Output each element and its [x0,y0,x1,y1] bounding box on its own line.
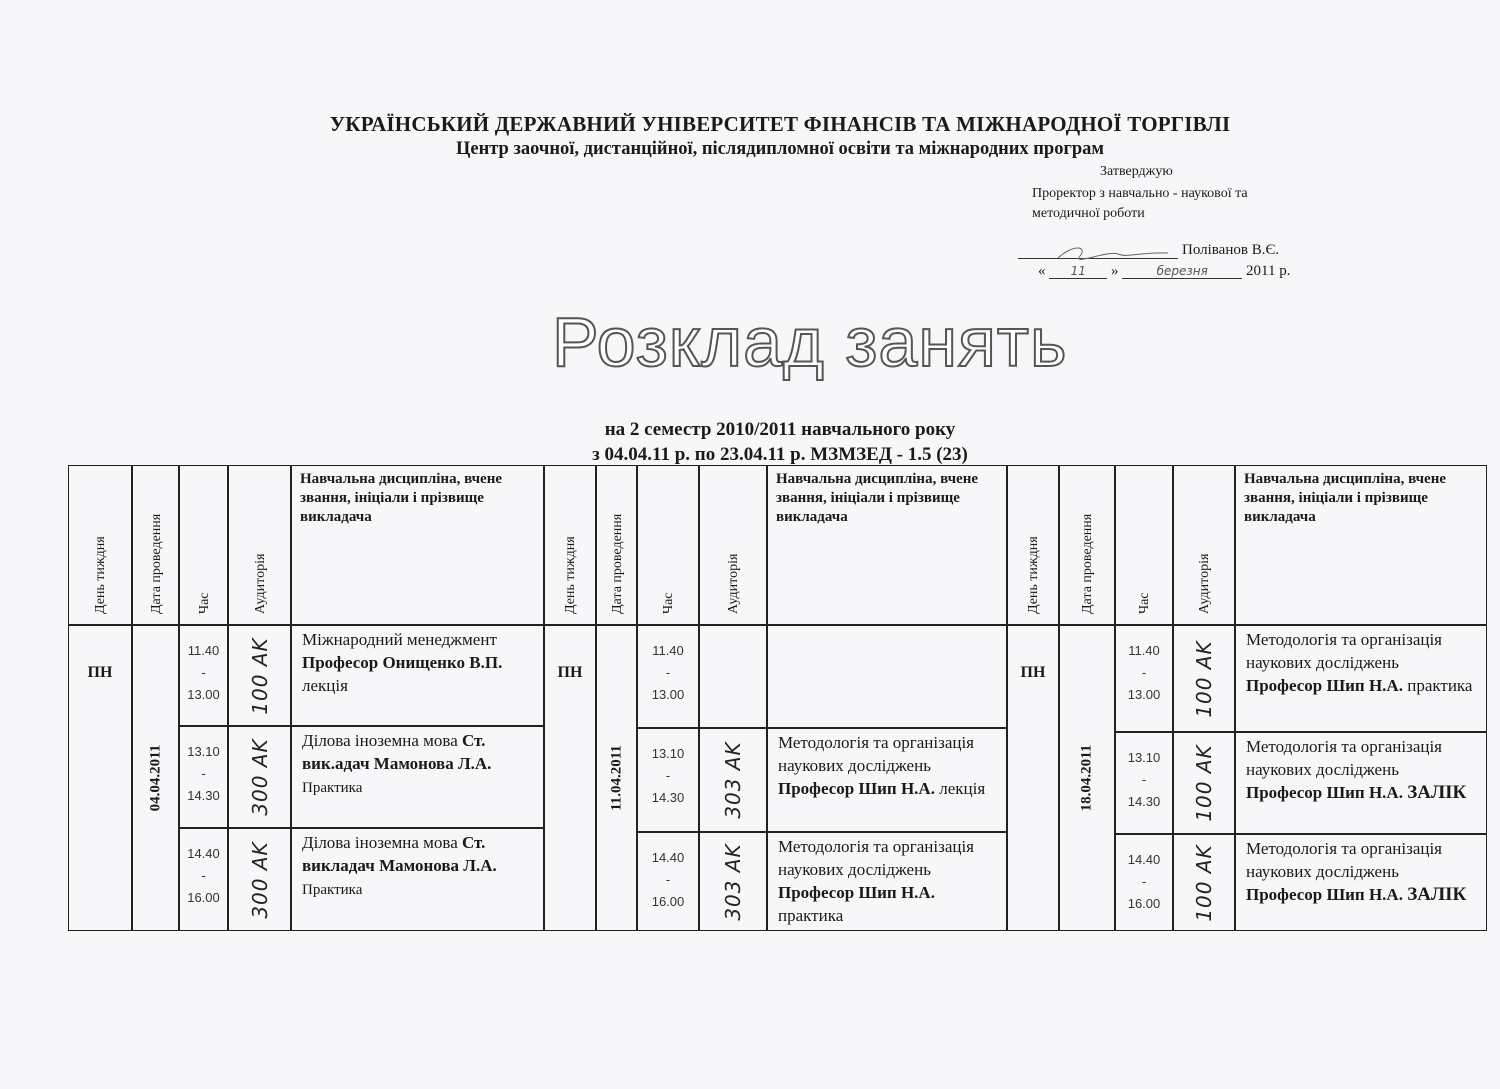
date-cell [1059,625,1115,931]
room-cell [228,726,291,828]
teacher-title: Професор [1246,676,1323,695]
time-from: 11.40 [187,643,220,658]
teacher-title: Ст. викладач [302,833,486,875]
header-discipline-label: Навчальна дисципліна, вчене звання, ініціали і прізвище викладача [776,471,979,525]
room-handwritten: 303 AK [721,741,745,819]
time-separator: - [665,665,671,680]
time-from: 11.40 [652,643,684,658]
lesson-type: ЗАЛІК [1407,884,1467,905]
time-to: 14.30 [187,788,220,803]
lesson-type: ЗАЛІК [1407,782,1467,803]
time-separator: - [1141,772,1147,787]
schedule-table [68,465,1490,931]
discipline-cell [291,625,544,726]
discipline-name: Методологія та організація наукових досліджень [1246,737,1442,779]
date-year: 2011 р. [1246,263,1291,279]
lesson-type: практика [1407,676,1473,695]
room-handwritten: 303 AK [721,842,745,921]
room-cell [699,625,767,728]
period-line: з 04.04.11 р. по 23.04.11 р. МЗМЗЕД - 1.5 (23) [592,444,968,465]
day-cell [68,625,132,931]
discipline-name: Методологія та організація наукових досліджень [1246,630,1442,672]
discipline-cell [291,828,544,931]
time-from: 14.40 [1127,852,1161,867]
time-separator: - [665,768,671,783]
header-time-label: Час [196,592,212,614]
header-discipline [291,465,544,625]
discipline-cell [1235,834,1487,931]
discipline-name: Методологія та організація наукових досліджень [778,733,974,775]
teacher-name: Шип Н.А. [858,883,935,902]
signature-scribble [1018,244,1178,262]
room-handwritten: 300 AK [247,840,272,919]
signer-name: Поліванов В.Є. [1182,242,1280,258]
time-from: 14.40 [187,846,220,861]
date-label: 11.04.2011 [608,745,624,811]
teacher-title: Професор [1246,783,1323,802]
header-room-label: Аудиторія [726,553,741,614]
discipline-cell [767,625,1007,728]
teacher-name: Шип Н.А. [1326,885,1403,904]
day-label: ПН [557,664,583,681]
time-to: 13.00 [187,687,220,702]
prorector-line2: методичної роботи [1032,206,1145,221]
time-to: 13.00 [1127,687,1161,702]
header-date [596,465,637,625]
approval-label: Затверджую [1100,164,1173,179]
teacher-title: Професор [1246,885,1323,904]
discipline-cell [291,726,544,828]
time-to: 13.00 [651,687,685,702]
room-handwritten: 100 AK [1192,843,1216,922]
time-cell [179,625,228,726]
header-time-label: Час [661,592,676,614]
teacher-name: Онищенко В.П. [382,653,503,672]
lesson-type: практика [778,906,844,925]
header-room-label: Аудиторія [252,553,268,614]
time-cell [179,828,228,931]
header-date-label: Дата проведення [609,513,625,614]
header-time [179,465,228,625]
day-cell [544,625,596,931]
header-room [228,465,291,625]
teacher-name: Шип Н.А. [1326,676,1403,695]
teacher-name: Мамонова Л.А. [379,856,497,875]
header-discipline-label: Навчальна дисципліна, вчене звання, ініціали і прізвище викладача [1244,471,1447,525]
teacher-title: Професор [302,653,379,672]
time-separator: - [665,872,671,887]
room-handwritten: 100 AK [1192,639,1216,718]
room-cell [228,828,291,931]
time-separator: - [201,868,206,883]
header-date-label: Дата проведення [1080,513,1095,614]
time-separator: - [201,665,206,680]
date-close-quote: » [1111,263,1119,279]
header-discipline [1235,465,1487,625]
discipline-name: Міжнародний менеджмент [302,630,497,649]
approval-date [1038,263,1290,280]
discipline-cell [767,832,1007,931]
header-day [68,465,132,625]
header-room-label: Аудиторія [1197,553,1212,614]
room-cell [1173,732,1235,834]
time-from: 11.40 [1128,643,1160,658]
header-date [132,465,179,625]
discipline-name: Методологія та організація наукових досліджень [778,837,974,879]
time-from: 13.10 [1127,750,1161,765]
day-label: ПН [87,664,113,681]
schedule-title: Розклад занять [552,303,1068,381]
time-from: 14.40 [651,850,685,865]
room-cell [228,625,291,726]
prorector-line1: Проректор з навчально - наукової та [1032,186,1248,201]
room-cell [1173,625,1235,732]
time-to: 16.00 [187,890,220,905]
discipline-name: Ділова іноземна мова [302,833,458,852]
header-date-label: Дата проведення [148,513,164,614]
header-day-label: День тиждня [563,536,578,614]
date-label: 18.04.2011 [1078,744,1095,812]
teacher-title: Професор [778,883,855,902]
lesson-type: Практика [302,780,363,796]
header-day-label: День тиждня [93,536,108,614]
date-open-quote: « [1038,263,1046,279]
time-to: 16.00 [1127,896,1161,911]
header-room [1173,465,1235,625]
day-cell [1007,625,1059,931]
time-cell [637,832,699,931]
header-day [1007,465,1059,625]
date-month: березня [1122,264,1242,279]
date-day: 11 [1049,264,1107,279]
room-cell [699,832,767,931]
teacher-name: Мамонова Л.А. [373,754,492,773]
time-cell [1115,834,1173,931]
room-cell [699,728,767,832]
signature-line [1018,244,1178,259]
teacher-title: Ст. вик.адач [302,731,486,773]
time-separator: - [201,766,206,781]
teacher-title: Професор [778,779,855,798]
header-discipline-label: Навчальна дисципліна, вчене звання, ініціали і прізвище викладача [300,471,503,525]
header-day [544,465,596,625]
header-date [1059,465,1115,625]
time-separator: - [1141,874,1147,889]
teacher-name: Шип Н.А. [1326,783,1403,802]
discipline-cell [1235,625,1487,732]
time-cell [179,726,228,828]
time-from: 13.10 [187,744,220,759]
discipline-name: Методологія та організація наукових досліджень [1246,839,1442,881]
university-title: УКРАЇНСЬКИЙ ДЕРЖАВНИЙ УНІВЕРСИТЕТ ФІНАНСІВ ТА МІЖНАРОДНОЇ ТОРГІВЛІ [329,112,1231,136]
room-handwritten: 100 AK [247,636,272,715]
room-handwritten: 300 AK [247,738,272,816]
date-cell [596,625,637,931]
teacher-name: Шип Н.А. [858,779,935,798]
header-discipline [767,465,1007,625]
time-from: 13.10 [651,746,685,761]
prorector-block [1032,184,1332,224]
time-cell [637,728,699,832]
time-separator: - [1141,665,1147,680]
discipline-cell [1235,732,1487,834]
semester-line: на 2 семестр 2010/2011 навчального року [604,419,956,440]
room-handwritten: 100 AK [1192,744,1216,822]
day-label: ПН [1020,664,1046,681]
center-title: Центр заочної, дистанційної, післядипломної освіти та міжнародних програм [455,139,1105,159]
date-cell [132,625,179,931]
date-label: 04.04.2011 [147,744,163,812]
lesson-type: лекція [939,779,986,798]
room-cell [1173,834,1235,931]
time-to: 14.30 [1127,794,1161,809]
header-time [637,465,699,625]
time-to: 14.30 [651,790,685,805]
header-time [1115,465,1173,625]
discipline-cell [767,728,1007,832]
time-to: 16.00 [651,894,685,909]
header-day-label: День тиждня [1026,536,1041,614]
time-cell [637,625,699,728]
header-time-label: Час [1137,592,1152,614]
time-cell [1115,732,1173,834]
header-room [699,465,767,625]
lesson-type: лекція [302,676,348,695]
time-cell [1115,625,1173,732]
discipline-name: Ділова іноземна мова [302,731,458,750]
lesson-type: Практика [302,882,363,898]
